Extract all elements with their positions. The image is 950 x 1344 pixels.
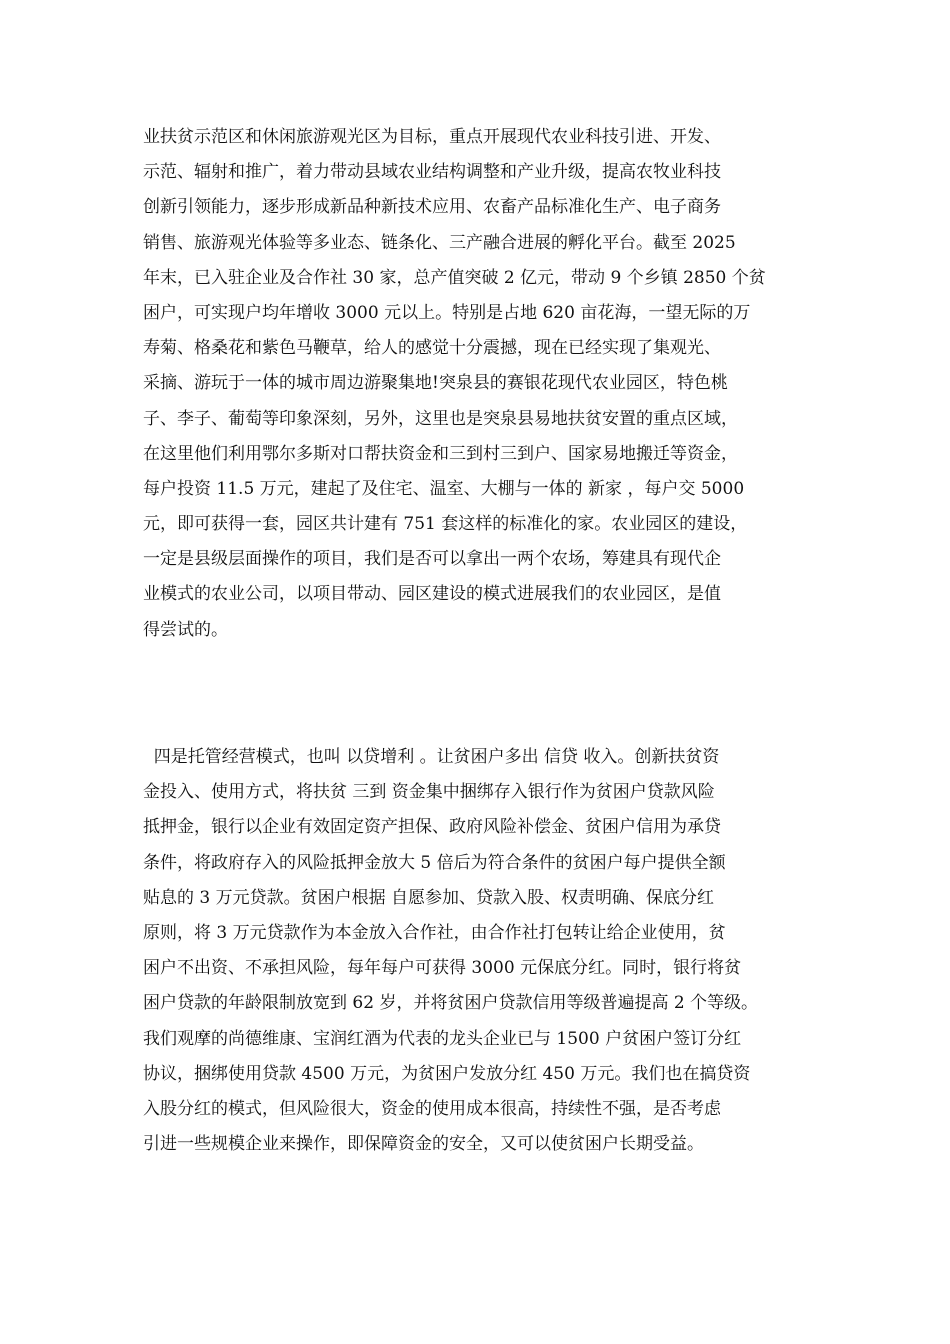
text-line: 我们观摩的尚德维康、宝润红酒为代表的龙头企业已与 1500 户贫困户签订分红	[143, 1028, 742, 1049]
text-line: 在这里他们利用鄂尔多斯对口帮扶资金和三到村三到户、国家易地搬迁等资金，	[143, 443, 738, 464]
text-line: 示范、辐射和推广，着力带动县域农业结构调整和产业升级，提高农牧业科技	[143, 162, 721, 183]
paragraph-trust-operation-model	[143, 740, 815, 1162]
text-line: 困户贷款的年龄限制放宽到 62 岁，并将贫困户贷款信用等级普遍提高 2 个等级。	[143, 993, 759, 1014]
text-line: 得尝试的。	[143, 619, 228, 640]
text-line: 年末，已入驻企业及合作社 30 家，总产值突破 2 亿元，带动 9 个乡镇 2850 个贫	[143, 267, 766, 288]
text-line: 元，即可获得一套，园区共计建有 751 套这样的标准化的家。农业园区的建设，	[143, 514, 748, 535]
text-line: 采摘、游玩于一体的城市周边游聚集地!突泉县的赛银花现代农业园区，特色桃	[143, 373, 728, 394]
text-line: 条件，将政府存入的风险抵押金放大 5 倍后为符合条件的贫困户每户提供全额	[143, 852, 726, 873]
text-line: 寿菊、格桑花和紫色马鞭草，给人的感觉十分震撼，现在已经实现了集观光、	[143, 338, 721, 359]
text-line: 原则，将 3 万元贷款作为本金放入合作社，由合作社打包转让给企业使用，贫	[143, 922, 726, 943]
text-line: 抵押金，银行以企业有效固定资产担保、政府风险补偿金、贫困户信用为承贷	[143, 817, 721, 838]
text-line: 金投入、使用方式，将扶贫 三到 资金集中捆绑存入银行作为贫困户贷款风险	[143, 782, 715, 803]
text-line: 业模式的农业公司，以项目带动、园区建设的模式进展我们的农业园区，是值	[143, 584, 721, 605]
text-line: 困户不出资、不承担风险，每年每户可获得 3000 元保底分红。同时，银行将贫	[143, 958, 742, 979]
text-line: 困户，可实现户均年增收 3000 元以上。特别是占地 620 亩花海，一望无际的万	[143, 302, 751, 323]
text-line: 每户投资 11.5 万元，建起了及住宅、温室、大棚与一体的 新家 ，每户交 5000	[143, 478, 745, 499]
text-line: 销售、旅游观光体验等多业态、链条化、三产融合进展的孵化平台。截至 2025	[143, 232, 736, 253]
paragraph-agricultural-park	[143, 120, 815, 648]
text-line: 贴息的 3 万元贷款。贫困户根据 自愿参加、贷款入股、权责明确、保底分红	[143, 887, 715, 908]
text-line: 创新引领能力，逐步形成新品种新技术应用、农畜产品标准化生产、电子商务	[143, 197, 721, 218]
text-line: 引进一些规模企业来操作，即保障资金的安全，又可以使贫困户长期受益。	[143, 1134, 704, 1155]
text-line: 业扶贫示范区和休闲旅游观光区为目标，重点开展现代农业科技引进、开发、	[143, 127, 721, 147]
text-line: 协议，捆绑使用贷款 4500 万元，为贫困户发放分红 450 万元。我们也在搞贷资	[143, 1063, 751, 1084]
text-line: 子、李子、葡萄等印象深刻，另外，这里也是突泉县易地扶贫安置的重点区域，	[143, 408, 738, 429]
text-line: 入股分红的模式，但风险很大，资金的使用成本很高，持续性不强，是否考虑	[143, 1098, 721, 1119]
text-line: 四是托管经营模式，也叫 以贷增利 。让贫困户多出 信贷 收入。创新扶贫资	[143, 747, 720, 767]
text-line: 一定是县级层面操作的项目，我们是否可以拿出一两个农场，筹建具有现代企	[143, 549, 721, 570]
